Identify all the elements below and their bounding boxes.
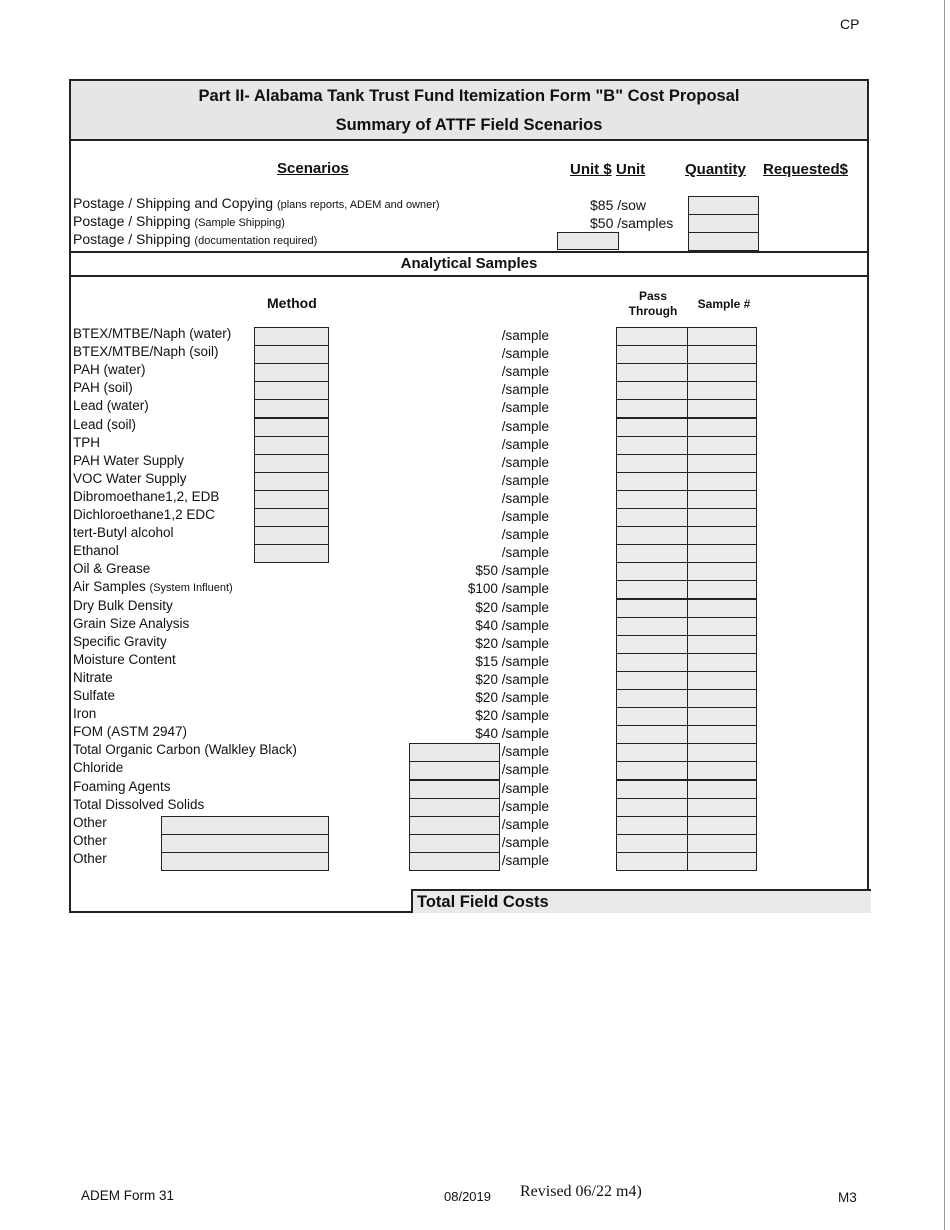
sample-unit: /sample — [501, 798, 549, 814]
requested-header: Requested$ — [763, 161, 849, 178]
sample-count-cell[interactable] — [687, 327, 757, 346]
sample-label — [73, 652, 176, 667]
method-header: Method — [267, 295, 317, 311]
sample-count-cell[interactable] — [687, 418, 757, 437]
sample-price — [502, 491, 549, 506]
sample-label — [73, 724, 187, 739]
sample-count-cell[interactable] — [687, 562, 757, 581]
quantity-input[interactable] — [688, 196, 759, 215]
price-input[interactable] — [409, 798, 500, 817]
sample-unit: /sample — [501, 762, 549, 778]
sample-count-cell[interactable] — [687, 689, 757, 708]
sample-label-text: Grain Size Analysis — [73, 615, 190, 631]
pass-through-cell[interactable] — [616, 689, 688, 708]
pass-through-cell[interactable] — [616, 363, 688, 382]
pass-through-cell[interactable] — [616, 526, 688, 545]
total-field-costs: Total Field Costs — [411, 889, 871, 913]
sample-label — [73, 598, 173, 613]
pass-through-cell[interactable] — [616, 635, 688, 654]
scenario-label — [73, 231, 317, 247]
analytical-samples-title: Analytical Samples — [71, 251, 867, 277]
sample-count-cell[interactable] — [687, 526, 757, 545]
footer-form-name: ADEM Form 31 — [81, 1188, 175, 1203]
sample-label-text: Other — [73, 850, 107, 866]
sample-label — [73, 797, 204, 812]
sample-count-cell[interactable] — [687, 780, 757, 799]
sample-price-value: $15 — [475, 653, 498, 669]
page-code: CP — [840, 16, 860, 32]
sample-label — [73, 670, 113, 685]
pass-through-cell[interactable] — [616, 562, 688, 581]
pass-through-cell[interactable] — [616, 418, 688, 437]
price-input[interactable] — [409, 761, 500, 780]
other-name-input[interactable] — [161, 834, 329, 853]
sample-label — [73, 326, 231, 341]
method-input[interactable] — [254, 490, 329, 509]
sample-label-text: FOM (ASTM 2947) — [73, 724, 188, 740]
sample-unit: /sample — [501, 581, 549, 597]
sample-label — [73, 543, 119, 558]
sample-price-value: $20 — [475, 671, 498, 687]
sample-label — [73, 760, 123, 775]
sample-label-text: Air Samples — [73, 579, 146, 595]
sample-count-cell[interactable] — [687, 617, 757, 636]
other-name-input[interactable] — [161, 816, 329, 835]
sample-price-value: $20 — [475, 708, 498, 724]
form-title: Part II- Alabama Tank Trust Fund Itemization Form "B" Cost Proposal — [71, 81, 867, 112]
sample-price — [475, 690, 549, 705]
sample-count-cell[interactable] — [687, 580, 757, 599]
sample-price — [502, 527, 549, 542]
sample-price — [502, 853, 549, 868]
sample-price — [475, 726, 549, 741]
sample-price — [475, 672, 549, 687]
pass-through-cell[interactable] — [616, 381, 688, 400]
sample-price-value: $20 — [475, 599, 498, 615]
sample-label — [73, 525, 174, 540]
sample-price — [475, 600, 549, 615]
method-input[interactable] — [254, 381, 329, 400]
sample-label — [73, 380, 133, 395]
price-input[interactable] — [409, 852, 500, 871]
sample-price — [502, 382, 549, 397]
sample-label-text: Lead (soil) — [73, 416, 137, 432]
sample-count-cell[interactable] — [687, 761, 757, 780]
sample-price-value: $40 — [475, 726, 498, 742]
sample-price — [502, 817, 549, 832]
sample-unit: /sample — [501, 690, 549, 705]
pass-through-cell[interactable] — [616, 436, 688, 455]
sample-label-text: Foaming Agents — [73, 778, 171, 794]
sample-price — [475, 636, 549, 651]
sample-unit: /sample — [501, 454, 549, 470]
sample-count-cell[interactable] — [687, 816, 757, 835]
method-input[interactable] — [254, 544, 329, 563]
sample-count-cell[interactable] — [687, 798, 757, 817]
sample-unit: /sample — [501, 364, 549, 380]
sample-price — [502, 799, 549, 814]
sample-count-cell[interactable] — [687, 508, 757, 527]
sample-price — [502, 835, 549, 850]
sample-label — [73, 851, 107, 866]
sample-label-text: Total Dissolved Solids — [73, 796, 205, 812]
sample-number-header: Sample # — [697, 297, 751, 311]
sample-unit: /sample — [501, 671, 549, 687]
scenario-label — [73, 213, 285, 229]
price-input[interactable] — [409, 780, 500, 799]
sample-price — [475, 563, 549, 578]
sample-price — [475, 654, 549, 669]
sample-unit: /sample — [501, 400, 549, 416]
sample-label-text: Ethanol — [73, 543, 119, 559]
sample-label-text: Moisture Content — [73, 651, 176, 667]
pass-through-header-line2: Through — [628, 304, 678, 318]
sample-unit: /sample — [501, 509, 549, 524]
sample-unit: /sample — [501, 617, 549, 633]
sample-price — [502, 346, 549, 361]
sample-count-cell[interactable] — [687, 834, 757, 853]
sample-price — [502, 781, 549, 796]
sample-label-text: BTEX/MTBE/Naph (water) — [73, 326, 232, 341]
pass-through-cell[interactable] — [616, 798, 688, 817]
method-input[interactable] — [254, 454, 329, 473]
sample-unit: /sample — [501, 708, 549, 724]
pass-through-cell[interactable] — [616, 490, 688, 509]
pass-through-cell[interactable] — [616, 761, 688, 780]
sample-price — [502, 437, 549, 452]
sample-count-cell[interactable] — [687, 743, 757, 762]
pass-through-cell[interactable] — [616, 508, 688, 527]
quantity-header: Quantity — [685, 161, 746, 178]
sample-label — [73, 561, 150, 576]
sample-count-cell[interactable] — [687, 490, 757, 509]
sample-count-cell[interactable] — [687, 635, 757, 654]
sample-label-text: Dry Bulk Density — [73, 597, 173, 613]
sample-price — [502, 762, 549, 777]
sample-label-text: PAH (water) — [73, 362, 146, 378]
sample-label — [73, 453, 184, 468]
footer-revised: Revised 06/22 m4) — [520, 1183, 642, 1200]
sample-unit: /sample — [501, 545, 549, 561]
pass-through-cell[interactable] — [616, 743, 688, 762]
sample-unit: /sample — [501, 599, 549, 615]
sample-unit: /sample — [501, 418, 549, 434]
sample-label-text: BTEX/MTBE/Naph (soil) — [73, 344, 219, 360]
pass-through-cell[interactable] — [616, 580, 688, 599]
sample-unit: /sample — [501, 563, 549, 579]
method-input[interactable] — [254, 327, 329, 346]
scenario-label-text: Postage / Shipping and Copying — [73, 195, 274, 211]
method-input[interactable] — [254, 508, 329, 527]
sample-label — [73, 616, 189, 631]
sample-price — [502, 419, 549, 434]
pass-through-cell[interactable] — [616, 327, 688, 346]
sample-price — [502, 509, 549, 524]
price-input[interactable] — [409, 743, 500, 762]
scenario-note: (plans reports, ADEM and owner) — [276, 199, 440, 211]
sample-label-text: TPH — [73, 434, 100, 450]
sample-label — [73, 688, 115, 703]
sample-unit: /sample — [501, 726, 549, 742]
sample-label-text: Dibromoethane1,2, EDB — [73, 488, 220, 504]
sample-price-value: $40 — [475, 617, 498, 633]
scenario-note: (Sample Shipping) — [194, 217, 285, 229]
sample-count-cell[interactable] — [687, 725, 757, 744]
sample-label-text: Dichloroethane1,2 EDC — [73, 507, 215, 522]
pass-through-cell[interactable] — [616, 544, 688, 563]
scenarios-header: Scenarios — [277, 160, 349, 177]
sample-label — [73, 507, 215, 522]
cost-proposal-form — [69, 79, 869, 913]
sample-unit: /sample — [501, 653, 549, 669]
form-subtitle: Summary of ATTF Field Scenarios — [71, 110, 867, 141]
sample-unit: /sample — [501, 328, 549, 343]
scenario-price-input[interactable] — [557, 232, 619, 250]
sample-label — [73, 706, 96, 721]
pass-through-cell[interactable] — [616, 454, 688, 473]
sample-count-cell[interactable] — [687, 852, 757, 871]
page-edge-line — [944, 0, 945, 1230]
sample-price — [468, 581, 549, 596]
scenario-price-value: $85 — [590, 197, 614, 213]
sample-label — [73, 417, 136, 432]
sample-count-cell[interactable] — [687, 399, 757, 418]
scenario-price-value: $50 — [590, 215, 614, 231]
price-input[interactable] — [409, 834, 500, 853]
quantity-input[interactable] — [688, 232, 759, 251]
pass-through-cell[interactable] — [616, 707, 688, 726]
pass-through-cell[interactable] — [616, 617, 688, 636]
sample-unit: /sample — [501, 635, 549, 651]
pass-through-cell[interactable] — [616, 472, 688, 491]
sample-label-text: Nitrate — [73, 669, 113, 685]
pass-through-cell[interactable] — [616, 852, 688, 871]
method-input[interactable] — [254, 399, 329, 418]
sample-count-cell[interactable] — [687, 363, 757, 382]
quantity-input[interactable] — [688, 214, 759, 233]
sample-label-text: PAH Water Supply — [73, 452, 185, 468]
footer-date: 08/2019 — [444, 1189, 491, 1204]
sample-price-value: $100 — [467, 581, 498, 597]
sample-price — [475, 618, 549, 633]
sample-label — [73, 344, 219, 359]
sample-unit: /sample — [501, 382, 549, 398]
unit-header: Unit — [616, 161, 646, 178]
sample-price — [502, 364, 549, 379]
pass-through-header-line1: Pass — [638, 289, 668, 303]
sample-label-text: Sulfate — [73, 688, 116, 703]
method-input[interactable] — [254, 418, 329, 437]
sample-label-text: Other — [73, 832, 107, 848]
pass-through-cell[interactable] — [616, 653, 688, 672]
sample-count-cell[interactable] — [687, 707, 757, 726]
sample-label-text: Oil & Grease — [73, 561, 151, 577]
pass-through-cell[interactable] — [616, 816, 688, 835]
scenario-label-text: Postage / Shipping — [73, 213, 191, 229]
sample-price-value: $50 — [475, 563, 498, 579]
sample-count-cell[interactable] — [687, 544, 757, 563]
sample-price — [502, 473, 549, 488]
scenario-unit: /sow — [617, 197, 647, 213]
sample-count-cell[interactable] — [687, 472, 757, 491]
method-input[interactable] — [254, 472, 329, 491]
sample-price — [502, 400, 549, 415]
pass-through-cell[interactable] — [616, 671, 688, 690]
sample-label-text: Iron — [73, 706, 97, 722]
sample-count-cell[interactable] — [687, 599, 757, 618]
price-input[interactable] — [409, 816, 500, 835]
sample-label-text: Chloride — [73, 760, 124, 776]
sample-label-text: tert-Butyl alcohol — [73, 525, 174, 541]
sample-price — [502, 744, 549, 759]
method-input[interactable] — [254, 526, 329, 545]
sample-label-text: PAH (soil) — [73, 380, 133, 396]
sample-unit: /sample — [501, 744, 549, 760]
sample-count-cell[interactable] — [687, 381, 757, 400]
sample-unit: /sample — [501, 816, 549, 832]
sample-price — [475, 708, 549, 723]
sample-label-text: Specific Gravity — [73, 633, 167, 649]
sample-label — [73, 779, 171, 794]
pass-through-cell[interactable] — [616, 399, 688, 418]
sample-label — [73, 435, 100, 450]
sample-count-cell[interactable] — [687, 345, 757, 364]
scenario-note: (documentation required) — [194, 235, 318, 247]
sample-label — [73, 579, 233, 594]
pass-through-cell[interactable] — [616, 345, 688, 364]
method-input[interactable] — [254, 345, 329, 364]
sample-unit: /sample — [501, 490, 549, 506]
sample-price — [502, 455, 549, 470]
sample-unit: /sample — [501, 346, 549, 362]
sample-count-cell[interactable] — [687, 436, 757, 455]
sample-label-text: VOC Water Supply — [73, 470, 187, 486]
sample-label — [73, 471, 187, 486]
pass-through-cell[interactable] — [616, 834, 688, 853]
sample-label-text: Total Organic Carbon (Walkley Black) — [73, 742, 297, 758]
sample-unit: /sample — [501, 780, 549, 796]
sample-count-cell[interactable] — [687, 454, 757, 473]
sample-price-value: $20 — [475, 635, 498, 651]
sample-unit: /sample — [501, 834, 549, 850]
sample-label — [73, 634, 167, 649]
scenario-label — [73, 195, 440, 211]
other-name-input[interactable] — [161, 852, 329, 871]
scenario-price — [590, 215, 673, 231]
sample-label — [73, 815, 107, 830]
sample-label — [73, 489, 219, 504]
sample-price-value: $20 — [475, 690, 498, 705]
method-input[interactable] — [254, 363, 329, 382]
sample-count-cell[interactable] — [687, 653, 757, 672]
method-input[interactable] — [254, 436, 329, 455]
sample-unit: /sample — [501, 472, 549, 488]
sample-label — [73, 398, 149, 413]
sample-price — [502, 545, 549, 560]
sample-price — [502, 328, 549, 343]
unit-price-header: Unit $ — [570, 161, 612, 178]
pass-through-cell[interactable] — [616, 599, 688, 618]
pass-through-cell[interactable] — [616, 780, 688, 799]
sample-unit: /sample — [501, 527, 549, 543]
sample-label-text: Lead (water) — [73, 398, 149, 414]
sample-note: (System Influent) — [149, 582, 233, 595]
pass-through-cell[interactable] — [616, 725, 688, 744]
sample-label-text: Other — [73, 814, 107, 830]
sample-label — [73, 362, 146, 377]
scenario-price — [590, 197, 646, 213]
sample-unit: /sample — [501, 852, 549, 868]
scenario-label-text: Postage / Shipping — [73, 231, 191, 247]
sample-count-cell[interactable] — [687, 671, 757, 690]
sample-label — [73, 742, 297, 757]
sample-unit: /sample — [501, 436, 549, 452]
sample-label — [73, 833, 107, 848]
footer-page-code: M3 — [838, 1190, 857, 1205]
scenario-unit: /samples — [617, 215, 674, 231]
